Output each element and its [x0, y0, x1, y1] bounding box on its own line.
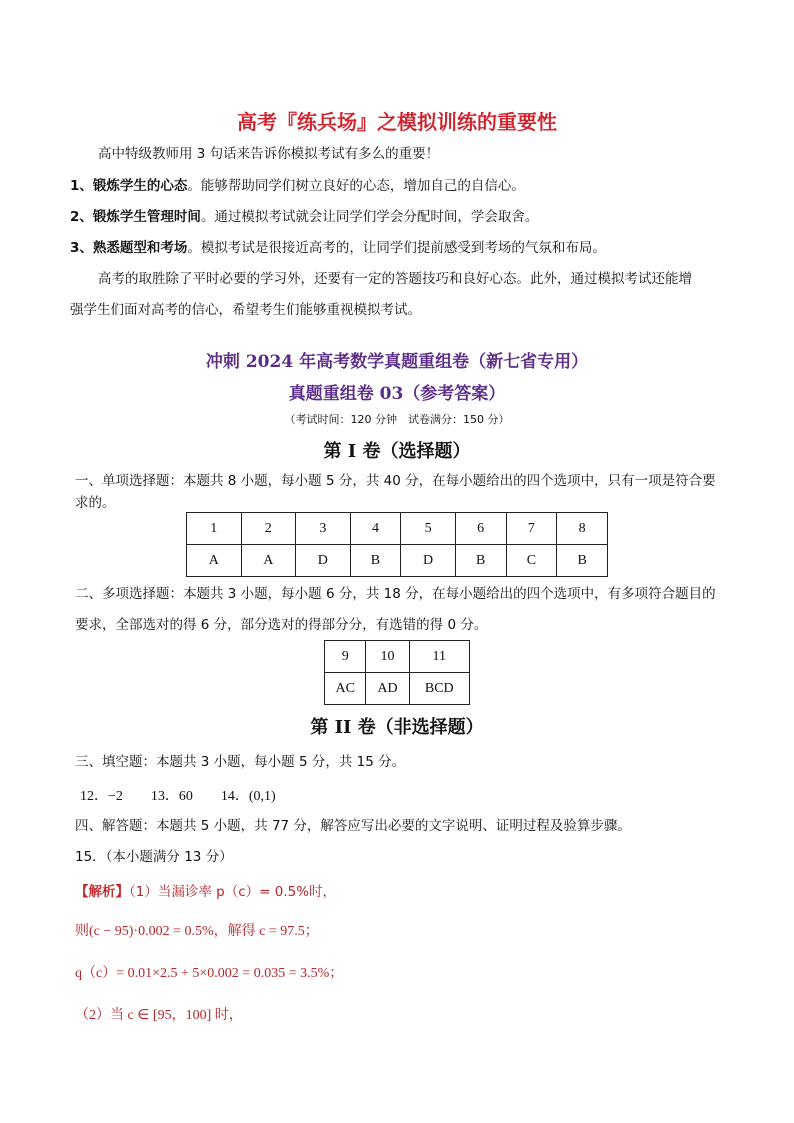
multi-choice-desc-2: 要求，全部选对的得 6 分，部分选对的得部分分，有选错的得 0 分。: [75, 617, 488, 633]
multi-choice-desc-1: 二、多项选择题：本题共 3 小题，每小题 6 分，共 18 分，在每小题给出的四个选项中，有多项符合题目的: [75, 586, 716, 602]
solution-line-4: （2）当 c ∈ [95，100] 时，: [75, 1008, 243, 1023]
exam-title: 冲刺 2024 年高考数学真题重组卷（新七省专用）: [205, 352, 589, 372]
answer-cell: BCD: [409, 673, 469, 705]
point-head: 锻炼学生管理时间: [92, 209, 201, 225]
point-head: 熟悉题型和考场: [92, 240, 188, 256]
part-1-heading: 第 I 卷（选择题）: [323, 441, 471, 462]
solutions-desc: 四、解答题：本题共 5 小题，共 77 分，解答应写出必要的文字说明、证明过程及验算步骤。: [75, 818, 631, 834]
answer-cell: B: [350, 545, 401, 577]
table-row: [325, 641, 470, 673]
question-number: 6: [455, 513, 506, 545]
analysis-tag: 【解析】: [75, 884, 129, 900]
single-choice-desc-2: 求的。: [75, 495, 116, 511]
promo-closing-line-1: 高考的取胜除了平时必要的学习外，还要有一定的答题技巧和良好心态。此外，通过模拟考试还能增: [98, 271, 692, 287]
question-number: 11: [409, 641, 469, 673]
answer-cell: B: [557, 545, 608, 577]
promo-closing-line-2: 强学生们面对高考的信心，希望考生们能够重视模拟考试。: [70, 302, 421, 318]
question-number: 8: [557, 513, 608, 545]
question-number: 9: [325, 641, 366, 673]
table-row: [187, 513, 608, 545]
part-2-heading: 第 II 卷（非选择题）: [310, 717, 484, 738]
multi-choice-answer-table: [324, 640, 470, 705]
point-num: 2、: [70, 209, 93, 225]
answer-cell: A: [241, 545, 296, 577]
question-number: 1: [187, 513, 242, 545]
question-number: 2: [241, 513, 296, 545]
table-row: [325, 673, 470, 705]
question-number: 10: [366, 641, 409, 673]
point-body: 。能够帮助同学们树立良好的心态，增加自己的自信心。: [187, 178, 525, 194]
table-row: [187, 545, 608, 577]
single-choice-desc-1: 一、单项选择题：本题共 8 小题，每小题 5 分，共 40 分，在每小题给出的四个选项中，只有一项是符合要: [75, 473, 716, 489]
answer-cell: A: [187, 545, 242, 577]
answer-cell: D: [401, 545, 456, 577]
question-15-heading: 15．（本小题满分 13 分）: [75, 849, 233, 865]
question-number: 3: [296, 513, 351, 545]
promo-point-2: [70, 208, 538, 226]
solution-line-3: q（c）= 0.01×2.5 + 5×0.002 = 0.035 = 3.5%；: [75, 966, 344, 981]
promo-point-1: [70, 177, 525, 195]
question-number: 7: [506, 513, 557, 545]
exam-subtitle: 真题重组卷 03（参考答案）: [288, 384, 506, 404]
exam-meta: （考试时间：120 分钟 试卷满分：150 分）: [284, 413, 510, 426]
answer-cell: B: [455, 545, 506, 577]
answer-cell: D: [296, 545, 351, 577]
fill-blank-desc: 三、填空题：本题共 3 小题，每小题 5 分，共 15 分。: [75, 754, 406, 770]
promo-title: 高考『练兵场』之模拟训练的重要性: [237, 110, 557, 134]
solution-line-1: [75, 883, 336, 901]
question-number: 4: [350, 513, 401, 545]
answer-cell: AC: [325, 673, 366, 705]
answer-cell: C: [506, 545, 557, 577]
solution-text: （1）当漏诊率 p（c）= 0.5%时，: [129, 884, 337, 900]
point-num: 1、: [70, 178, 93, 194]
point-body: 。模拟考试是很接近高考的，让同学们提前感受到考场的气氛和布局。: [187, 240, 606, 256]
promo-intro: 高中特级教师用 3 句话来告诉你模拟考试有多么的重要！: [98, 146, 440, 162]
point-num: 3、: [70, 240, 93, 256]
answer-cell: AD: [366, 673, 409, 705]
question-number: 5: [401, 513, 456, 545]
single-choice-answer-table: [186, 512, 608, 577]
promo-point-3: [70, 239, 606, 257]
point-body: 。通过模拟考试就会让同学们学会分配时间，学会取舍。: [200, 209, 539, 225]
solution-line-2: 则(c − 95)·0.002 = 0.5%，解得 c = 97.5；: [75, 924, 319, 939]
point-head: 锻炼学生的心态: [92, 178, 188, 194]
fill-blank-answers: 12．−2 13．60 14．(0,1): [80, 789, 276, 804]
